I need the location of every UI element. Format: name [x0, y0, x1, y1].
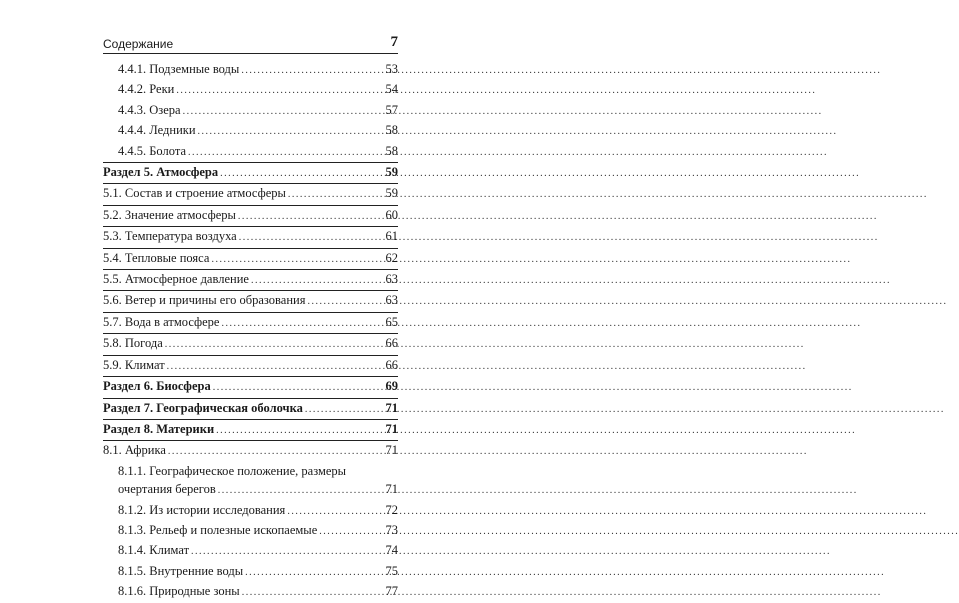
toc-entry-label: 8.1.6. Природные зоны [118, 584, 240, 599]
dot-leader [218, 482, 382, 500]
toc-entry [103, 205, 398, 226]
toc-entry-label: 4.4.3. Озера [118, 102, 181, 117]
dot-leader [168, 443, 382, 461]
toc-entry [103, 462, 398, 501]
dot-leader [245, 564, 382, 582]
toc-entry [103, 355, 398, 376]
toc-entry-label: 8.1.3. Рельеф и полезные ископаемые [118, 522, 318, 537]
toc-entry [103, 101, 398, 121]
toc-entry [103, 440, 398, 461]
toc-entry-page: 60 [385, 207, 398, 222]
toc-entry [103, 333, 398, 354]
dot-leader [216, 422, 382, 440]
toc-entry [103, 142, 398, 162]
toc-entry-page: 66 [385, 336, 398, 351]
toc-entry-label: 5.8. Погода [103, 336, 163, 351]
dot-leader [287, 503, 382, 521]
toc-entry-label: 8.1.5. Внутренние воды [118, 563, 244, 578]
toc-entry-page: 58 [385, 123, 398, 138]
dot-leader [167, 358, 382, 376]
dot-leader [319, 523, 382, 541]
toc-entry-page: 71 [385, 482, 398, 497]
toc-entry-page: 59 [385, 186, 398, 201]
table-of-contents [103, 60, 398, 603]
toc-entry-page: 75 [385, 563, 398, 578]
toc-entry-page: 71 [385, 400, 398, 415]
toc-entry [103, 562, 398, 582]
toc-entry-page: 59 [385, 165, 398, 180]
dot-leader [288, 186, 382, 204]
dot-leader [165, 336, 382, 354]
toc-entry-page: 63 [385, 272, 398, 287]
toc-entry [103, 312, 398, 333]
dot-leader [251, 272, 382, 290]
toc-entry-label: Раздел 8. Материки [103, 421, 215, 436]
toc-entry-page: 53 [385, 62, 398, 76]
toc-entry-label: 8.1.2. Из истории исследования [118, 502, 286, 517]
toc-entry-page: 66 [385, 357, 398, 372]
toc-entry [103, 582, 398, 602]
toc-entry-page: 62 [385, 250, 398, 265]
toc-entry [103, 269, 398, 290]
toc-entry [103, 501, 398, 521]
toc-entry [103, 376, 398, 397]
toc-entry-page: 61 [385, 229, 398, 244]
dot-leader [241, 62, 382, 80]
toc-entry-label: 5.7. Вода в атмосфере [103, 314, 220, 329]
toc-entry-label: Раздел 6. Биосфера [103, 379, 211, 394]
toc-entry [103, 290, 398, 311]
toc-entry-label: 8.1.4. Климат [118, 543, 190, 558]
toc-entry [103, 521, 398, 541]
dot-leader [221, 315, 382, 333]
toc-entry-label: 4.4.5. Болота [118, 143, 186, 158]
running-head-title: Содержание [103, 37, 174, 51]
toc-entry-label: 8.1. Африка [103, 443, 166, 458]
toc-entry-page: 57 [385, 102, 398, 117]
toc-entry-label: 4.4.4. Ледники [118, 123, 196, 138]
toc-entry-label: 5.1. Состав и строение атмосферы [103, 186, 286, 201]
toc-entry-label: Раздел 7. Географическая оболочка [103, 400, 303, 415]
dot-leader [220, 165, 382, 183]
dot-leader [188, 144, 382, 162]
toc-entry [103, 398, 398, 419]
dot-leader [238, 208, 382, 226]
dot-leader [198, 123, 382, 141]
toc-entry-page: 73 [385, 522, 398, 537]
toc-entry-label: 4.4.2. Реки [118, 82, 175, 97]
toc-entry-page: 72 [385, 502, 398, 517]
dot-leader [239, 229, 382, 247]
toc-entry-label: 8.1.1. Географическое положение, размеры [118, 463, 347, 478]
toc-entry [103, 60, 398, 80]
toc-entry-label: 5.3. Температура воздуха [103, 229, 237, 244]
toc-entry-label: 4.4.1. Подземные воды [118, 62, 240, 76]
toc-entry-label: 5.6. Ветер и причины его образования [103, 293, 306, 308]
toc-entry-label: Раздел 5. Атмосфера [103, 165, 219, 180]
dot-leader [305, 401, 382, 419]
toc-entry-page: 65 [385, 314, 398, 329]
toc-entry-page: 77 [385, 584, 398, 599]
toc-entry-label: 5.9. Климат [103, 357, 165, 372]
dot-leader [176, 82, 382, 100]
toc-entry [103, 226, 398, 247]
toc-entry-page: 54 [385, 82, 398, 97]
toc-entry-label-continued: очертания берегов [118, 482, 216, 497]
dot-leader [307, 293, 382, 311]
toc-entry-label: 5.5. Атмосферное давление [103, 272, 249, 287]
toc-entry [103, 162, 398, 183]
running-head-page-number: 7 [390, 34, 398, 50]
toc-entry-page: 74 [385, 543, 398, 558]
dot-leader [183, 103, 382, 121]
dot-leader [211, 251, 382, 269]
toc-entry-page: 58 [385, 143, 398, 158]
toc-entry [103, 121, 398, 141]
dot-leader [213, 379, 382, 397]
toc-entry-page: 63 [385, 293, 398, 308]
toc-entry [103, 419, 398, 440]
toc-entry-label: 5.2. Значение атмосферы [103, 207, 236, 222]
toc-entry [103, 80, 398, 100]
toc-entry [103, 248, 398, 269]
toc-entry [103, 541, 398, 561]
dot-leader [242, 584, 382, 602]
toc-entry-label: 5.4. Тепловые пояса [103, 250, 210, 265]
toc-entry-page: 69 [385, 379, 398, 394]
toc-entry-page: 71 [385, 421, 398, 436]
toc-entry [103, 183, 398, 204]
toc-entry-page: 71 [385, 443, 398, 458]
dot-leader [191, 543, 382, 561]
running-head [103, 35, 398, 54]
